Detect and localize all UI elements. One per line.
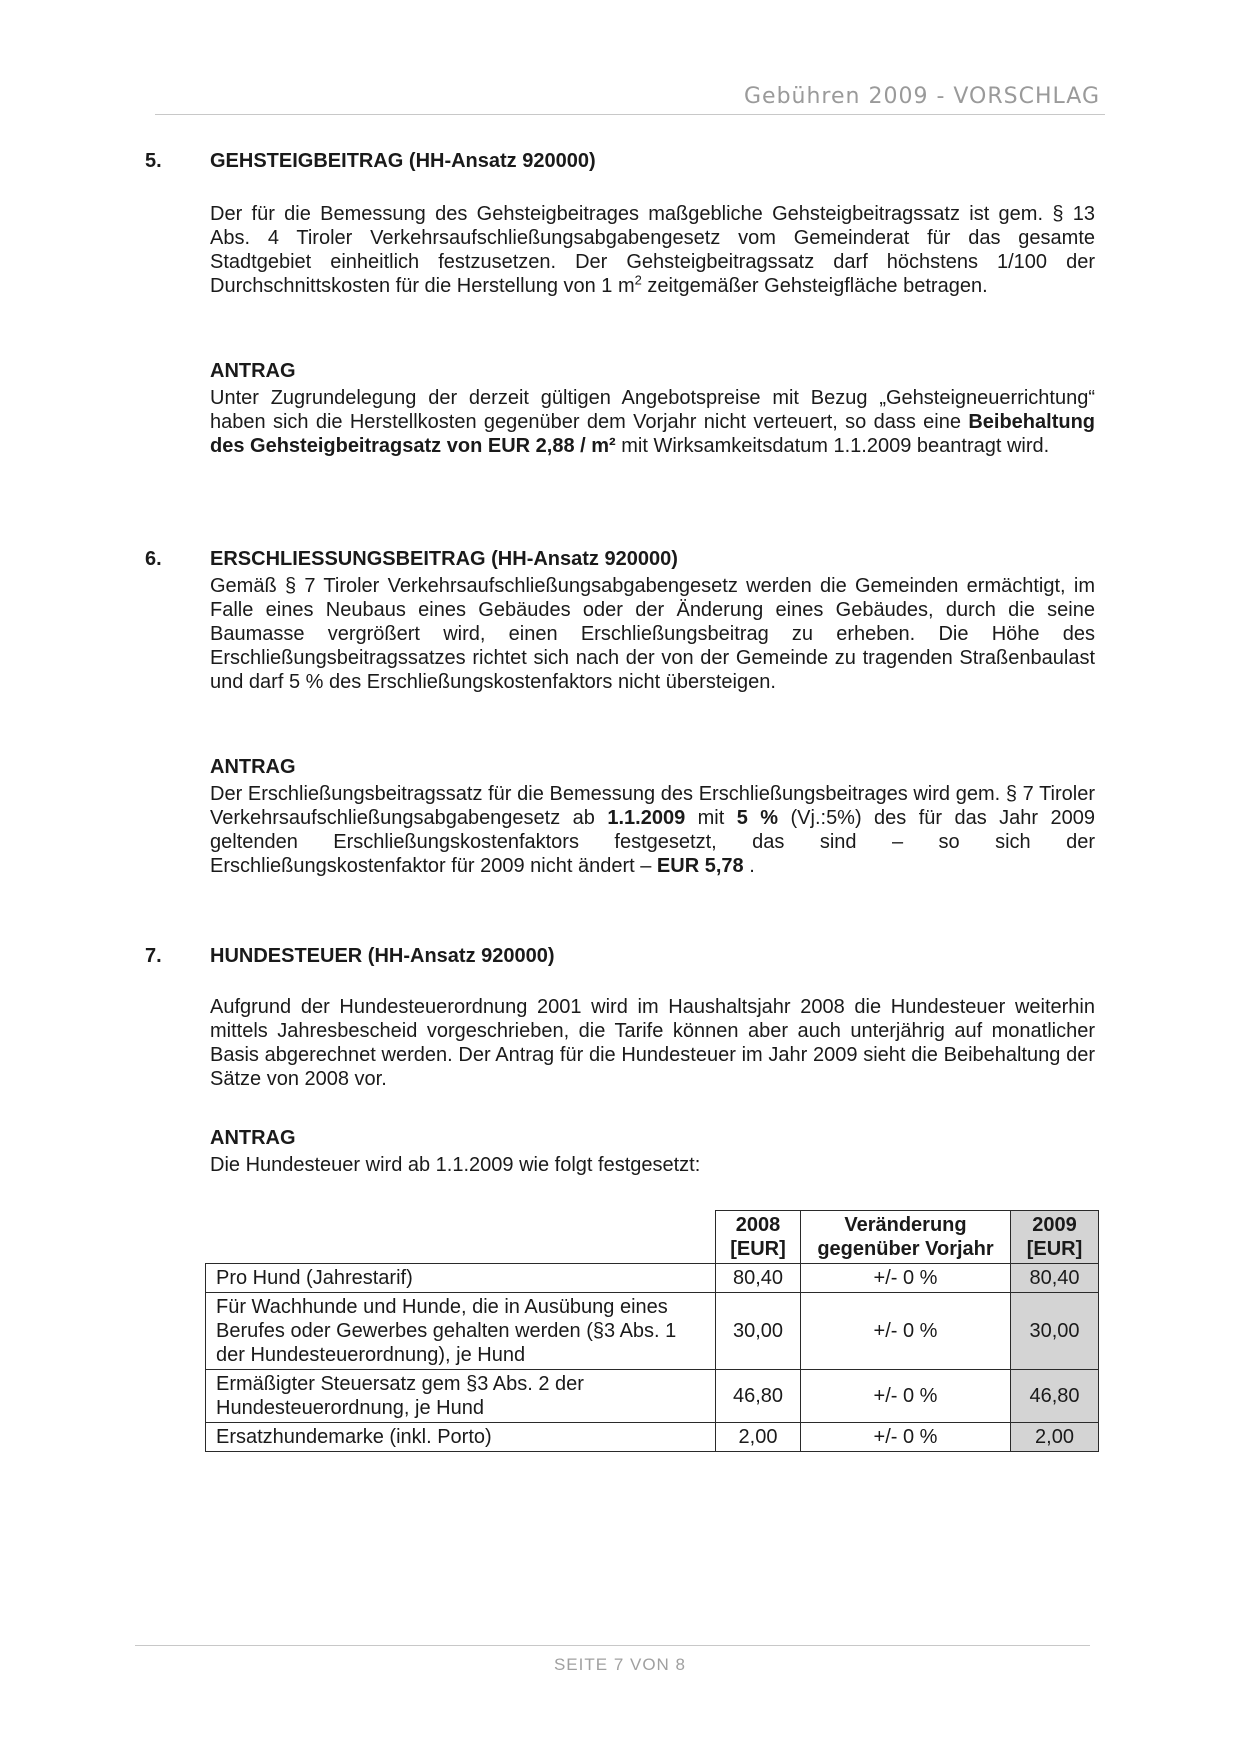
row-label: Ermäßigter Steuersatz gem §3 Abs. 2 der Hundesteuerordnung, je Hund	[206, 1370, 716, 1423]
value-2009: 30,00	[1011, 1293, 1099, 1370]
table-header-row	[206, 1211, 1099, 1264]
table-row	[206, 1370, 1099, 1423]
antrag-paragraph: Unter Zugrundelegung der derzeit gültigen Angebotspreise mit Bezug „Gehsteigneuerrichtung“ haben sich die Herstellkosten gegenüber dem Vorjahr nicht verteuert, so dass eine Beibehaltung des Gehsteigbeitragsatz von EUR 2,88 / m² mit Wirksamkeitsdatum 1.1.2009 beantragt wird.	[210, 387, 1095, 457]
value-change: +/- 0 %	[801, 1264, 1011, 1293]
section-number: 7.	[145, 945, 162, 967]
value-change: +/- 0 %	[801, 1370, 1011, 1423]
table-header-2009: 2009 [EUR]	[1011, 1211, 1099, 1264]
value-change: +/- 0 %	[801, 1423, 1011, 1452]
page-number: SEITE 7 VON 8	[553, 1655, 687, 1674]
row-label: Pro Hund (Jahrestarif)	[206, 1264, 716, 1293]
antrag-heading: ANTRAG	[210, 756, 296, 778]
value-2009: 2,00	[1011, 1423, 1099, 1452]
table-row	[206, 1423, 1099, 1452]
value-change: +/- 0 %	[801, 1293, 1011, 1370]
table-header-blank	[206, 1211, 716, 1264]
row-label: Ersatzhundemarke (inkl. Porto)	[206, 1423, 716, 1452]
section-paragraph: Der für die Bemessung des Gehsteigbeitrages maßgebliche Gehsteigbeitragssatz ist gem. § 13 Abs. 4 Tiroler Verkehrsaufschließungsabgabengesetz vom Gemeinderat für das gesamte Stadtgebiet einheitlich festzusetzen. Der Gehsteigbeitragssatz darf höchstens 1/100 der Durchschnittskosten für die Herstellung von 1 $m^2$ zeitgemäßer Gehsteigfläche betragen.	[210, 203, 1095, 297]
value-2008: 30,00	[716, 1293, 801, 1370]
header-title: Gebühren 2009 - VORSCHLAG	[744, 84, 1100, 109]
value-2008: 46,80	[716, 1370, 801, 1423]
table-row	[206, 1293, 1099, 1370]
header-divider	[155, 114, 1105, 115]
value-2009: 80,40	[1011, 1264, 1099, 1293]
value-2008: 80,40	[716, 1264, 801, 1293]
antrag-paragraph: Der Erschließungsbeitragssatz für die Bemessung des Erschließungsbeitrages wird gem. § 7 Tiroler Verkehrsaufschließungsabgabengesetz ab 1.1.2009 mit 5 % (Vj.:5%) des für das Jahr 2009 geltenden Erschließungskostenfaktors festgesetzt, das sind – so sich der Erschließungskostenfaktor für 2009 nicht ändert – EUR 5,78 .	[210, 783, 1096, 877]
table-row	[206, 1264, 1099, 1293]
section-number: 5.	[145, 150, 162, 172]
section-paragraph: Aufgrund der Hundesteuerordnung 2001 wird im Haushaltsjahr 2008 die Hundesteuer weiterhin mittels Jahresbescheid vorgeschrieben, die Tarife können aber auch unterjährig auf monatlicher Basis abgerechnet werden. Der Antrag für die Hundesteuer im Jahr 2009 sieht die Beibehaltung der Sätze von 2008 vor.	[210, 996, 1095, 1090]
dog-tax-table	[205, 1210, 1099, 1452]
section-title: ERSCHLIESSUNGSBEITRAG (HH-Ansatz 920000)	[210, 548, 678, 570]
section-number: 6.	[145, 548, 162, 570]
antrag-heading: ANTRAG	[210, 360, 296, 382]
section-title: GEHSTEIGBEITRAG (HH-Ansatz 920000)	[210, 150, 596, 172]
value-2008: 2,00	[716, 1423, 801, 1452]
antrag-paragraph: Die Hundesteuer wird ab 1.1.2009 wie folgt festgesetzt:	[210, 1154, 701, 1176]
section-paragraph: Gemäß § 7 Tiroler Verkehrsaufschließungsabgabengesetz werden die Gemeinden ermächtigt, im Falle eines Neubaus eines Gebäudes oder der Änderung eines Gebäudes, durch die seine Baumasse vergrößert wird, einen Erschließungsbeitrag zu erheben. Die Höhe des Erschließungsbeitragssatzes richtet sich nach der von der Gemeinde zu tragenden Straßenbaulast und darf 5 % des Erschließungskostenfaktors nicht übersteigen.	[210, 575, 1095, 693]
row-label: Für Wachhunde und Hunde, die in Ausübung eines Berufes oder Gewerbes gehalten werden (§3 Abs. 1 der Hundesteuerordnung), je Hund	[206, 1293, 716, 1370]
antrag-heading: ANTRAG	[210, 1127, 296, 1149]
table-header-change: Veränderung gegenüber Vorjahr	[801, 1211, 1011, 1264]
table-header-2008: 2008 [EUR]	[716, 1211, 801, 1264]
value-2009: 46,80	[1011, 1370, 1099, 1423]
section-title: HUNDESTEUER (HH-Ansatz 920000)	[210, 945, 555, 967]
footer-divider	[135, 1645, 1090, 1646]
